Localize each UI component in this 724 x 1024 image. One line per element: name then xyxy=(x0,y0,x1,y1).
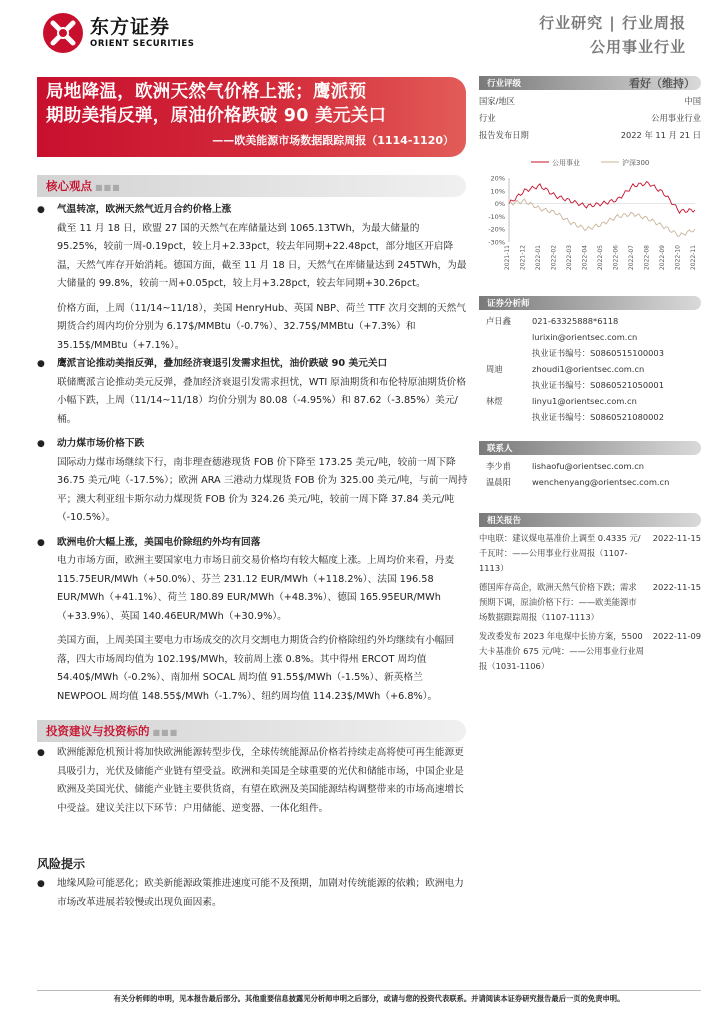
y-tick-label: 0% xyxy=(494,200,505,209)
related-report-date: 2022-11-09 xyxy=(652,631,701,641)
x-tick-label: 2022-09 xyxy=(659,245,666,271)
x-tick-label: 2022-04 xyxy=(581,245,589,271)
y-tick-label: -10% xyxy=(488,212,505,221)
disclaimer-footer: 有关分析师的申明，见本报告最后部分。其他重要信息披露见分析师申明之后部分，或请与您的投资代表联系。并请阅读本证券研究报告最后一页的免责申明。 xyxy=(37,990,701,1004)
y-tick-label: -30% xyxy=(488,238,505,247)
x-tick-label: 2022-07 xyxy=(628,245,635,271)
contact-name: 温晨阳 xyxy=(486,477,511,487)
info-row: 行业 公用事业行业 xyxy=(479,113,701,123)
analysts-header: 证券分析师 xyxy=(479,296,701,310)
analyst-entry xyxy=(479,361,701,393)
report-industry: 公用事业行业 xyxy=(589,38,686,56)
y-tick-label: -20% xyxy=(488,225,505,234)
contact-name: 李少甫 xyxy=(486,461,511,471)
dots-decoration: ■■■ xyxy=(95,183,121,192)
contact-email[interactable]: wenchenyang@orientsec.com.cn xyxy=(532,477,670,487)
core-item-paragraph: 联储鹰派言论推动美元反弹，叠加经济衰退引发需求担忧，WTI 原油期货和布伦特原油期货价格小幅下跌，上周（11/14~11/18）均价分别为 80.08（-4.95%）和 87.62（-3.85%）美元/桶。 xyxy=(57,376,466,425)
core-item-paragraph: 电力市场方面，欧洲主要国家电力市场日前交易价格均有较大幅度上涨。上周均价来看，丹麦 115.75EUR/MWh（+50.0%）、芬兰 231.12 EUR/MWh（+118.2%）、法国 196.58 EUR/MWh（+41.1%）、荷兰 180.89 EUR/MWh（+48.3%）、德国 165.95EUR/MWh（+33.9%）、英国 140.46EUR/MWh（+30.9%）。 xyxy=(57,555,455,622)
x-tick-label: 2022-02 xyxy=(550,245,558,271)
related-report-title[interactable]: 发改委发布 2023 年电煤中长协方案，5500 大卡基准价 675 元/吨：——公用事业行业周报（1031-1106） xyxy=(479,631,644,671)
contact-entry xyxy=(479,458,701,474)
sidebar-related xyxy=(479,513,701,678)
info-row: 报告发布日期 2022 年 11 月 21 日 xyxy=(479,130,701,140)
risk-body xyxy=(37,875,469,912)
analyst-email[interactable]: zhoudi1@orientsec.com.cn xyxy=(532,364,645,374)
logo-chinese-name: 东方证券 xyxy=(90,16,171,38)
section-core-views xyxy=(37,175,466,197)
core-item xyxy=(37,435,469,528)
performance-chart xyxy=(479,156,701,281)
bullet-icon: ● xyxy=(37,537,45,548)
investment-body xyxy=(37,744,469,818)
analyst-license: 执业证书编号：S0860515100003 xyxy=(532,348,664,358)
core-item-paragraph: 国际动力煤市场继续下行，南非理查德港现货 FOB 价下降至 173.25 美元/吨，较前一周下降 36.75 美元/吨（-17.5%）；欧洲 ARA 三港动力煤现货 FOB 价为 325.00 美元/吨，与前一周持平；澳大利亚纽卡斯尔动力煤现货 FOB 价为 324.26 美元/吨，较前一周下降 37.84 美元/吨（-10.5%）。 xyxy=(57,456,468,523)
legend-label: 公用事业 xyxy=(552,159,580,167)
legend-label: 沪深300 xyxy=(622,159,650,167)
analyst-phone: 021-63325888*6118 xyxy=(532,316,619,326)
core-item-paragraph: 截至 11 月 18 日，欧盟 27 国的天然气在库储量达到 1065.13TWh，为最大储量的 95.25%，较前一周-0.19pct，较上月+2.33pct，较去年同期+22.48pct，部分地区开启降温，天然气库存开始消耗。德国方面，截至 11 月 18 日，天然气在库储量达到 245TWh，为最大储量的 99.8%，较前一周+0.05pct，较上月+3.28pct，较去年同期+30.26pct。 xyxy=(57,222,467,289)
bullet-icon: ● xyxy=(37,879,45,889)
x-tick-label: 2022-06 xyxy=(612,245,620,271)
analyst-name: 周迪 xyxy=(486,364,503,374)
core-item-paragraph: 价格方面，上周（11/14~11/18），美国 HenryHub、英国 NBP、荷兰 TTF 次月交割的天然气期货合约周内均价分别为 6.17$/MMBtu（-0.7%）、32.75$/MMBtu（+7.3%）和 35.15$/MMBtu（+7.1%）。 xyxy=(57,302,466,351)
analyst-license: 执业证书编号：S0860521050001 xyxy=(532,380,664,390)
section-investment xyxy=(37,720,466,742)
x-tick-label: 2021-11 xyxy=(504,245,511,271)
x-tick-label: 2022-05 xyxy=(597,245,604,271)
sidebar-rating xyxy=(479,76,701,144)
related-report-title[interactable]: 中电联：建议煤电基准价上调至 0.4335 元/千瓦时：——公用事业行业周报（1107-1113） xyxy=(479,533,641,573)
analyst-email[interactable]: linyu1@orientsec.com.cn xyxy=(532,396,637,406)
rating-label: 行业评级 xyxy=(487,79,522,89)
core-item-heading: 欧洲电价大幅上涨，美国电价除纽约外均有回落 xyxy=(57,536,261,548)
analyst-email[interactable]: lurixin@orientsec.com.cn xyxy=(532,332,638,342)
core-item xyxy=(37,201,469,355)
related-report[interactable] xyxy=(479,580,701,625)
analyst-entry xyxy=(479,313,701,361)
bullet-icon: ● xyxy=(37,359,45,369)
performance-chart-svg xyxy=(479,156,701,281)
analyst-license: 执业证书编号：S0860521080002 xyxy=(532,412,664,422)
y-tick-label: 10% xyxy=(490,187,505,196)
company-logo xyxy=(42,12,194,54)
info-row: 国家/地区 中国 xyxy=(479,96,701,106)
report-title-line1: 局地降温，欧洲天然气价格上涨；鹰派预 xyxy=(46,82,367,102)
analyst-name: 卢日鑫 xyxy=(486,316,511,326)
x-tick-label: 2022-10 xyxy=(674,245,682,271)
sidebar-analysts xyxy=(479,296,701,425)
contact-entry xyxy=(479,474,701,490)
rating-header xyxy=(479,76,701,90)
core-item-heading: 动力煤市场价格下跌 xyxy=(57,438,145,449)
investment-text: 欧洲能源危机预计将加快欧洲能源转型步伐，全球传统能源品价格若持续走高将使可再生能源更具吸引力，光伏及储能产业链有望受益。欧洲和美国是全球重要的光伏和储能市场，中国企业是欧洲及美国光伏、储能产业链主要供货商，有望在欧洲及美国能源结构调整带来的市场高速增长中受益。建议关注以下环节：户用储能、逆变器、一体化组件。 xyxy=(57,747,464,814)
series-line xyxy=(509,182,695,214)
sidebar-contacts xyxy=(479,441,701,490)
bullet-icon: ● xyxy=(37,748,45,758)
core-views-body xyxy=(37,201,469,706)
risk-text: 地缘风险可能恶化；欧美新能源政策推进速度可能不及预期，加剧对传统能源的依赖；欧洲电力市场改革进展若较慢或出现负面因素。 xyxy=(57,878,464,908)
report-subtitle: ——欧美能源市场数据跟踪周报（1114-1120） xyxy=(212,134,454,147)
investment-item xyxy=(37,744,469,818)
core-item xyxy=(37,534,469,707)
analyst-name: 林煜 xyxy=(486,396,503,406)
dots-decoration: ■■■ xyxy=(152,728,179,737)
bullet-icon: ● xyxy=(37,439,45,449)
report-title-box xyxy=(37,77,466,157)
logo-english-name: ORIENT SECURITIES xyxy=(90,39,195,49)
related-header: 相关报告 xyxy=(479,513,701,527)
bullet-icon: ● xyxy=(37,205,45,215)
risk-item xyxy=(37,875,469,912)
contacts-header: 联系人 xyxy=(479,441,701,455)
core-item-heading: 气温转凉，欧洲天然气近月合约价格上涨 xyxy=(57,204,232,215)
related-report-date: 2022-11-15 xyxy=(652,582,701,592)
y-tick-label: 20% xyxy=(490,174,505,183)
report-title-line2: 期助美指反弹，原油价格跌破 90 美元关口 xyxy=(46,106,387,126)
rating-value: 看好（维持） xyxy=(629,77,695,90)
core-item xyxy=(37,355,469,429)
x-tick-label: 2022-08 xyxy=(643,245,651,271)
related-report[interactable] xyxy=(479,629,701,674)
x-tick-label: 2022-01 xyxy=(535,245,542,271)
x-tick-label: 2021-12 xyxy=(519,245,527,271)
report-type: 行业研究 | 行业周报 xyxy=(539,14,686,32)
report-category xyxy=(539,12,686,60)
orient-logo-icon xyxy=(42,12,84,54)
contact-email[interactable]: lishaofu@orientsec.com.cn xyxy=(532,461,645,471)
related-report[interactable] xyxy=(479,531,701,576)
x-tick-label: 2022-11 xyxy=(690,245,697,271)
series-line xyxy=(509,199,695,236)
risk-title: 风险提示 xyxy=(37,857,86,871)
core-item-heading: 鹰派言论推动美指反弹，叠加经济衰退引发需求担忧，油价跌破 90 美元关口 xyxy=(57,358,388,369)
x-tick-label: 2022-03 xyxy=(566,245,573,271)
analyst-entry xyxy=(479,393,701,425)
related-report-title[interactable]: 德国库存高企，欧洲天然气价格下跌；需求预期下调，原油价格下行：——欧美能源市场数据跟踪周报（1107-1113） xyxy=(479,582,637,622)
section-label: 投资建议与投资标的 xyxy=(46,724,150,738)
core-item-paragraph: 美国方面，上周美国主要电力市场成交的次月交割电力期货合约价格除纽约外均继续有小幅回落，四大市场周均值为 102.19$/MWh，较前周上涨 0.8%。其中得州 ERCOT 周均值 54.40$/MWh（-0.2%）、南加州 SOCAL 周均值 91.55$/MWh（-1.5%）、新英格兰 NEWPOOL 周均值 148.55$/MWh（-1.7%）、纽约周均值 114.23$/MWh（+6.8%）。 xyxy=(57,635,455,702)
section-label: 核心观点 xyxy=(46,179,92,193)
related-report-date: 2022-11-15 xyxy=(652,533,701,543)
